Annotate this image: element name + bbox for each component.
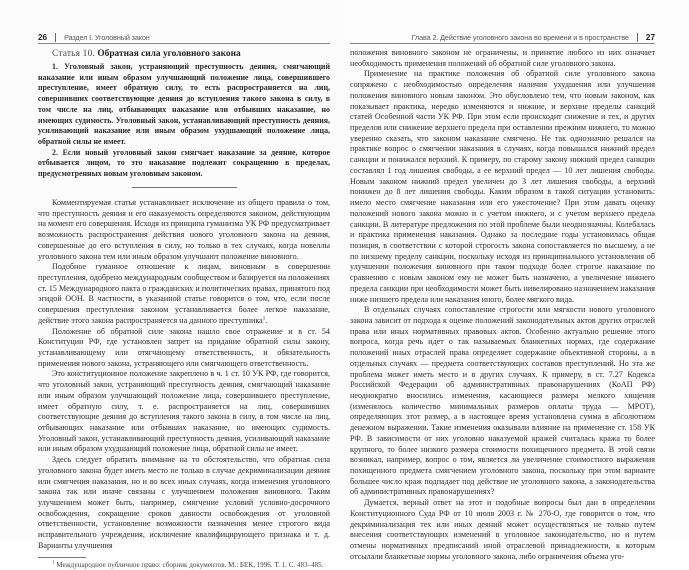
running-head: Раздел I. Уголовный закон xyxy=(64,32,150,42)
left-page-header xyxy=(38,31,330,43)
article-heading xyxy=(52,48,330,60)
header-rule xyxy=(350,43,655,44)
right-page-body xyxy=(350,48,655,563)
footnote-text: Международное публичное право: сборник документов. М.: БЕК, 1996. Т. 1. С. 483–485. xyxy=(56,560,324,569)
header-rule xyxy=(38,43,330,44)
body-paragraph: положения виновного законом не ограничены, и принятие любого из них означает необходимость применения положений об обратной силе уголовного закона. xyxy=(350,48,655,68)
article-part-1: 1. Уголовный закон, устраняющий преступность деяния, смягчающий наказание или иным образом улучшающий положение лица, совершившего преступление, имеет обратную силу, то есть распространяется на лиц, совершивших соответствующие деяния до вступления такого закона в силу, в том числе на лиц, отбывающих наказание или отбывших наказание, но имеющих судимость. Уголовный закон, устанавливающий преступность деяния, усиливающий наказание или иным образом ухудшающий положение лица, обратной силы не имеет. xyxy=(38,62,330,147)
page-number: 27 xyxy=(645,32,655,42)
footnote-rule xyxy=(38,557,86,558)
body-paragraph: Применение на практике положения об обратной силе уголовного закона сопряжено с необходимостью определения наличия ухудшения или улучшения положения виновного новым законом. Это обусловлено тем, что новым законом, как показывает практика, нередко изменяются и нижние, и верхние пределы санкций статей Особенной части УК РФ. При этом если происходит снижение и тех, и других пределов или снижение верхнего предела при оставлении прежним нижнего, то можно уверенно сказать, что законом наказание смягчено. Не так однозначно решался на практике вопрос о смягчении наказания в случаях, когда повышался нижний предел санкции и понижался верхний. К примеру, по старому закону нижний предел санкции составлял 1 год лишения свободы, а ее верхний предел — 10 лет лишения свободы. Новым законом нижний предел увеличен до 3 лет лишения свободы, а верхний понижен до 8 лет лишения свободы. Каким образом в такой ситуации установить: имело место смягчение наказания или его ужесточение? При этом давать оценку положений нового закона можно и с учетом нижнего, и с учетом верхнего предела санкции. В литературе предложения по этой проблеме были неоднозначны. Колебалась и практика применения наказания. Однако за последние годы установилась общая позиция, в соответствии с которой строгость закона сопоставляется по высшему, а не по низшему пределу санкции, поскольку исходя из принципиального установления об улучшении положения виновного при таком подходе более строгое наказание по сравнению с новым законом ему не может быть назначено, а увеличение нижнего предела санкции при необходимости может быть нивелировано назначением наказания ниже низшего предела или наказания иного, более мягкого вида. xyxy=(350,69,655,304)
header-divider xyxy=(55,33,56,42)
article-title: Обратная сила уголовного закона xyxy=(97,49,241,59)
right-page xyxy=(344,0,689,561)
page-number: 26 xyxy=(38,32,48,42)
header-divider xyxy=(637,33,638,42)
article-text xyxy=(38,62,330,180)
running-head: Глава 2. Действие уголовного закона во времени и в пространстве xyxy=(411,32,629,42)
commentary-paragraph: Положение об обратной силе закона нашло свое отражение и в ст. 54 Конституции РФ, где установлен запрет на придание обратной силы закону, устанавливающему или отягчающему ответственность, и обязательность применения нового закона, устраняющего или смягчающего ответственность. xyxy=(38,326,330,368)
footnote-ref[interactable]: 1 xyxy=(262,316,266,322)
article-part-2: 2. Если новый уголовный закон смягчает наказание за деяние, которое отбывается лицом, то это наказание подлежит сокращению в пределах, предусмотренных новым уголовным законом. xyxy=(38,147,330,179)
body-paragraph: Думается, верный ответ на этот и подобные вопросы был дан в определении Конституционного Суда РФ от 10 июля 2003 г. № 270-О, где говорится о том, что декриминализация тех или иных деяний может осуществляться не только путем внесения соответствующих изменений в уголовное законодательство, но и путем отмены нормативных предписаний иной отраслевой принадлежности, к которым отсылали бланкетные нормы уголовного закона, либо ограничения объема уго- xyxy=(350,498,655,561)
commentary-paragraph: Комментируемая статья устанавливает исключение из общего правила о том, что преступность деяния и его наказуемость определяются законом, действующим на момент его совершения. Исходя из принципа гуманизма УК РФ предусматривает возможность распространения действия нового уголовного закона на деяния, совершенные до его вступления в силу, но только в тех случаях, когда новеллы уголовного закона тем или иным образом улучшают положение виновного. xyxy=(38,197,330,261)
commentary-paragraph: Это конституционное положение закреплено в ч. 1 ст. 10 УК РФ, где говорится, что уголовный закон, устраняющий преступность деяния, смягчающий наказание или иным образом улучшающий положение лица, совершившего преступление, имеет обратную силу, т. е. распространяется на лиц, совершивших соответствующие деяния до вступления такого закона в силу, в том числе на лиц, отбывающих наказание или отбывших наказание, но имеющих судимость. Уголовный закон, устанавливающий преступность деяния, усиливающий наказание или иным образом ухудшающий положение лица, обратной силы не имеет. xyxy=(38,369,330,454)
section-separator xyxy=(132,187,237,188)
commentary-paragraph: Подобное гуманное отношение к лицам, виновным в совершении преступления, одобрено международным сообществом и базируется на положениях ст. 15 Международного пакта о гражданских и политических правах, принятого под эгидой ООН. В частности, в указанной статье говорится о том, что, если после совершения преступления законом устанавливается более легкое наказание, действие этого закона распространяется на данного преступника$^1$. xyxy=(38,262,330,325)
left-page xyxy=(0,0,344,569)
commentary-paragraph: Здесь следует обратить внимание на то обстоятельство, что обратная сила уголовного закона будет иметь место не только в случае декриминализации деяния или смягчения наказания, но и во всех иных случаях, когда изменения уголовного закона так или иначе связаны с улучшением положения виновного. Таким улучшением может быть, например, смягчение условий условно-досрочного освобождения, сокращение сроков давности освобождения от уголовной ответственности, установление возможности назначения менее строгого вида исправительного учреждения, исключение квалифицирующего признака и т. д. Варианты улучшения xyxy=(38,455,330,550)
body-paragraph: В отдельных случаях сопоставление строгости или мягкости нового уголовного закона зависит от подхода к оценке положений законодательных актов других отраслей права или иных нормативных правовых актов. Особенно актуально решение этого вопроса, когда речь идет о так называемых бланкетных нормах, где содержание положений иных отраслей права определяет содержание объективной стороны, а в отдельных случаях — предмета соответствующих составов преступлений. Но эта же проблема может иметь место и в других случаях. К примеру, в ст. 7.27 Кодекса Российской Федерации об административных правонарушениях (КоАП РФ) неоднократно вносились изменения, касающиеся размера мелкого хищения (изменялось количество минимальных размеров оплаты труда — МРОТ), определяющих этот размер, а в настоящее время установлена сумма в абсолютном денежном выражении. Такие изменения оказывали влияние на применение ст. 158 УК РФ. В зависимости от них уголовно наказуемой кражей считалась кража то более крупного, то более низкого размера стоимости похищенного предмета. В этой связи возникал, например, вопрос о том, является ли увеличение стоимостного выражения похищенного предмета смягчением уголовного закона, поскольку при этом варианте большее число краж подпадает под действие не уголовного закона, а законодательства об административных правонарушениях? xyxy=(350,305,655,497)
footnote xyxy=(38,561,330,570)
left-page-body xyxy=(38,48,330,570)
right-page-header xyxy=(350,31,655,43)
article-label: Статья 10. xyxy=(52,49,96,59)
footnote-marker: 1 xyxy=(52,560,55,566)
